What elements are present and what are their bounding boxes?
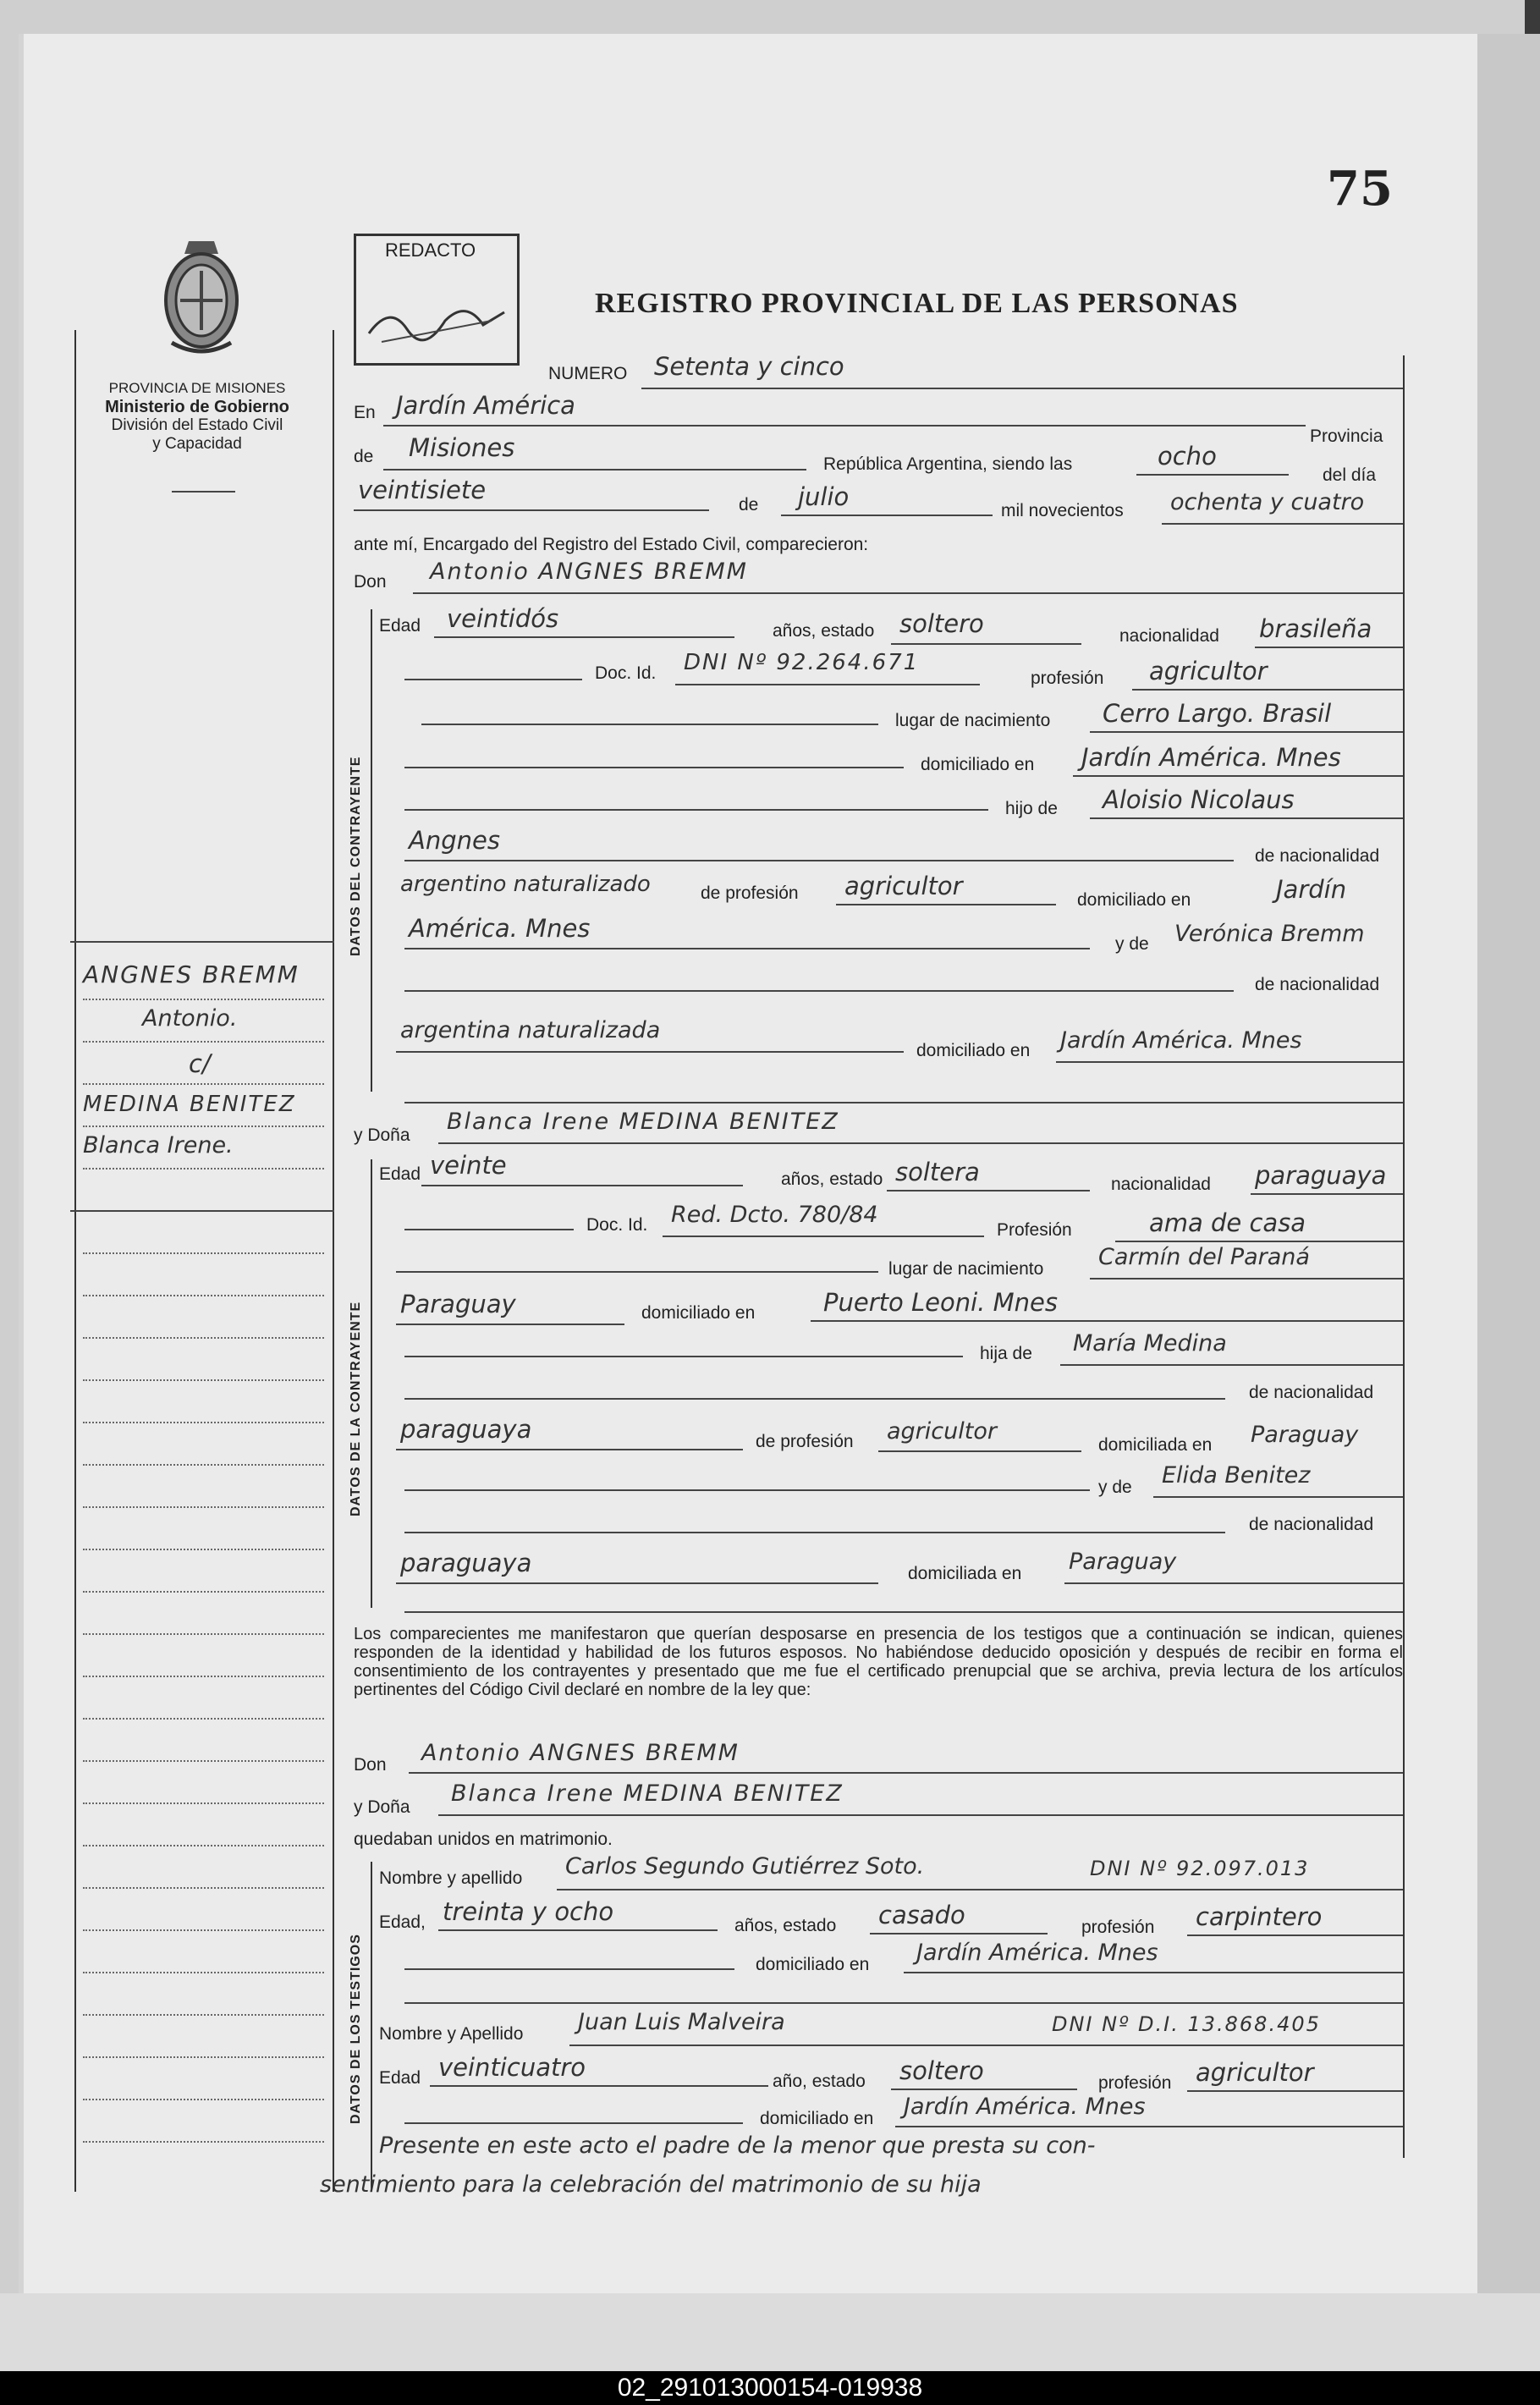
contrayente-side-label: DATOS DEL CONTRAYENTE bbox=[349, 756, 363, 956]
lugar-pre-line bbox=[421, 724, 878, 725]
madre3-dom-label: domiciliada en bbox=[908, 1564, 1022, 1583]
ministry-divider bbox=[172, 491, 235, 493]
en-label: En bbox=[354, 403, 376, 422]
contrayente-padre: Aloisio Nicolaus bbox=[1103, 785, 1295, 814]
margin-right-rule bbox=[333, 330, 334, 2192]
contrayente-end-line bbox=[404, 1102, 1403, 1103]
padre3-line bbox=[1060, 1364, 1403, 1366]
domicilio-line bbox=[1073, 775, 1403, 777]
declaration-paragraph: Los comparecientes me manifestaron que querían desposarse en presencia de los testigos que a continuación se indican, quienes responden de la identidad y habilidad de los futuros esposos. No habiéndose deducido oposición y después de recibir en forma el consentimiento de los contrayentes y presentado que me fue el certificado prenupcial que se archiva, previa lectura de los artículos pertinentes del Código Civil declaré en nombre de la ley que: bbox=[354, 1625, 1403, 1699]
t1-dom-label: domiciliado en bbox=[756, 1955, 870, 1974]
t1-nombre-line bbox=[557, 1889, 1403, 1890]
form-right-rule bbox=[1403, 355, 1405, 2158]
contrayenta-padre-prof: agricultor bbox=[887, 1418, 997, 1445]
page-top-edge bbox=[19, 0, 1525, 34]
nacionalidad-line bbox=[1255, 647, 1403, 648]
profesion-line bbox=[1132, 689, 1403, 691]
contrayente-bracket bbox=[371, 609, 372, 1092]
edad2-label: Edad bbox=[379, 1164, 421, 1184]
t2-prof-line bbox=[1187, 2090, 1403, 2092]
madre3-nac-pre-line bbox=[404, 1532, 1225, 1533]
hora-value: ocho bbox=[1158, 442, 1217, 471]
nacionalidad-label: nacionalidad bbox=[1119, 626, 1219, 646]
t2-estado-value: soltero bbox=[899, 2056, 984, 2085]
t2-nombre-label: Nombre y Apellido bbox=[379, 2024, 524, 2044]
page-right-edge bbox=[1472, 34, 1540, 2403]
margin-note-line5: Blanca Irene. bbox=[83, 1132, 234, 1158]
t1-edad-line bbox=[438, 1929, 718, 1931]
contrayente-padre2: Angnes bbox=[409, 826, 500, 855]
contrayenta-domicilio: Puerto Leoni. Mnes bbox=[823, 1288, 1058, 1317]
contrayenta-doc: Red. Dcto. 780/84 bbox=[671, 1202, 878, 1228]
t2-estado-line bbox=[891, 2089, 1077, 2090]
profesion-label: profesión bbox=[1031, 669, 1104, 688]
lugar-line bbox=[1090, 731, 1403, 733]
padre3-prof-label: de profesión bbox=[756, 1432, 854, 1451]
margin-bottom-rule bbox=[70, 1210, 334, 1212]
nacionalidad2-label: nacionalidad bbox=[1111, 1175, 1211, 1194]
contrayenta-nombre: Blanca Irene MEDINA BENITEZ bbox=[447, 1109, 839, 1135]
ante-label: ante mí, Encargado del Registro del Estado Civil, comparecieron: bbox=[354, 535, 869, 554]
page-number: 75 bbox=[1327, 161, 1393, 217]
de-line bbox=[383, 469, 806, 471]
numero-label: NUMERO bbox=[548, 364, 628, 383]
t1-prof-value: carpintero bbox=[1196, 1902, 1323, 1931]
madre3-dom-line bbox=[1064, 1582, 1403, 1584]
contrayente-edad: veintidós bbox=[447, 604, 559, 633]
contrayenta-madre: Elida Benitez bbox=[1162, 1462, 1311, 1489]
margin-left-rule bbox=[74, 330, 76, 2192]
contrayente-madre-nac: argentina naturalizada bbox=[400, 1017, 661, 1043]
t2-anios-label: año, estado bbox=[773, 2072, 866, 2091]
contrayenta-edad: veinte bbox=[430, 1151, 507, 1180]
y-de2-label: y de bbox=[1098, 1478, 1132, 1497]
contrayente-padre-dom2: América. Mnes bbox=[409, 914, 591, 943]
madre-dom-line bbox=[1056, 1061, 1403, 1063]
consent-note-line2: sentimiento para la celebración del matrimonio de su hija bbox=[320, 2171, 982, 2198]
t1-nombre-value: Carlos Segundo Gutiérrez Soto. bbox=[565, 1853, 925, 1879]
t1-prof-line bbox=[1187, 1934, 1403, 1936]
padre3-nac-label: de nacionalidad bbox=[1249, 1383, 1374, 1402]
contrayente-lugar: Cerro Largo. Brasil bbox=[1103, 699, 1332, 728]
lugar2-label: lugar de nacimiento bbox=[888, 1259, 1044, 1279]
doc2-line bbox=[663, 1236, 984, 1237]
contrayenta-side-label: DATOS DE LA CONTRAYENTE bbox=[349, 1301, 363, 1516]
contrayente-padre-nac: argentino naturalizado bbox=[400, 872, 651, 897]
del-dia-label: del día bbox=[1323, 465, 1377, 485]
estado2-line bbox=[887, 1190, 1090, 1191]
contrayente-padre-dom: Jardín bbox=[1276, 875, 1347, 904]
testigos-bracket bbox=[371, 1862, 372, 2192]
dia-line bbox=[354, 509, 709, 511]
contrayenta-estado: soltera bbox=[895, 1158, 980, 1186]
padre-dom2-line bbox=[404, 948, 1090, 949]
t1-prof-label: profesión bbox=[1081, 1918, 1155, 1937]
padre-profesion-label: de profesión bbox=[701, 883, 799, 903]
contrayenta-padre-dom: Paraguay bbox=[1251, 1422, 1359, 1448]
quedaban-text: quedaban unidos en matrimonio. bbox=[354, 1830, 613, 1849]
t1-edad-value: treinta y ocho bbox=[443, 1897, 614, 1926]
register-page bbox=[19, 34, 1477, 2293]
contrayente-nombre-line bbox=[413, 592, 1403, 594]
y-de2-pre-line bbox=[404, 1489, 1090, 1491]
contrayenta-lugar: Carmín del Paraná bbox=[1098, 1244, 1310, 1270]
doc2-label: Doc. Id. bbox=[586, 1215, 648, 1235]
en-value: Jardín América bbox=[396, 391, 575, 420]
t2-prof-value: agricultor bbox=[1196, 2058, 1314, 2087]
doc-label: Doc. Id. bbox=[595, 663, 657, 683]
en-line bbox=[383, 425, 1306, 427]
t2-dom-label: domiciliado en bbox=[760, 2109, 874, 2128]
profesion2-line bbox=[1115, 1241, 1403, 1242]
ministry-block bbox=[45, 379, 349, 454]
page-bottom-edge bbox=[0, 2293, 1540, 2371]
dia-value: veintisiete bbox=[358, 476, 487, 504]
ministry-capacity: y Capacidad bbox=[152, 435, 242, 453]
margin-note-line3: c/ bbox=[189, 1049, 211, 1078]
provincia-label: Provincia bbox=[1310, 427, 1383, 446]
contrayenta-madre-nac: paraguaya bbox=[400, 1549, 532, 1577]
edad2-line bbox=[421, 1185, 743, 1186]
scan-reference-caption: 02_291013000154-019938 bbox=[0, 2371, 1540, 2405]
contrayenta-nombre-line bbox=[438, 1142, 1403, 1144]
contrayente-domicilio: Jardín América. Mnes bbox=[1081, 743, 1341, 772]
ministry-province: PROVINCIA DE MISIONES bbox=[108, 380, 286, 396]
t1-anios-label: años, estado bbox=[734, 1916, 837, 1935]
t1-dni-value: DNI Nº 92.097.013 bbox=[1090, 1857, 1310, 1880]
lugar3-line bbox=[396, 1324, 624, 1325]
contrayenta-lugar2: Paraguay bbox=[400, 1290, 516, 1318]
doc-pre-line bbox=[404, 679, 582, 680]
edad-label: Edad bbox=[379, 616, 421, 636]
margin-top-rule bbox=[70, 941, 334, 943]
ministry-name: Ministerio de Gobierno bbox=[105, 398, 289, 416]
margin-note-line2: Antonio. bbox=[142, 1005, 238, 1032]
decl-dona-label: y Doña bbox=[354, 1797, 410, 1817]
de-value: Misiones bbox=[409, 433, 515, 462]
padre3-nac-line bbox=[396, 1449, 743, 1450]
t1-estado-line bbox=[870, 1933, 1048, 1934]
t1-dom-value: Jardín América. Mnes bbox=[916, 1940, 1158, 1966]
initials-signature-icon bbox=[365, 295, 509, 346]
madre3-nac-label: de nacionalidad bbox=[1249, 1515, 1374, 1534]
domicilio2-label: domiciliado en bbox=[641, 1303, 756, 1323]
contrayenta-bracket bbox=[371, 1159, 372, 1608]
contrayente-padre-prof: agricultor bbox=[844, 872, 963, 900]
decl-don-line bbox=[409, 1772, 1403, 1774]
t1-end-line bbox=[404, 2002, 1403, 2004]
t1-edad-label: Edad, bbox=[379, 1912, 426, 1932]
profesion2-label: Profesión bbox=[997, 1220, 1072, 1240]
padre-prof-line bbox=[836, 904, 1056, 905]
mes-value: julio bbox=[798, 482, 850, 511]
madre-pre-line bbox=[404, 990, 1234, 992]
padre3-nac-pre-line bbox=[404, 1398, 1225, 1400]
decl-don-value: Antonio ANGNES BREMM bbox=[421, 1740, 740, 1766]
t2-dom-pre-line bbox=[404, 2122, 743, 2124]
de2-label: de bbox=[739, 495, 759, 515]
padre-line bbox=[1090, 817, 1403, 819]
lugar-label: lugar de nacimiento bbox=[895, 711, 1051, 730]
anio-line bbox=[1162, 523, 1403, 525]
padre2-line bbox=[404, 860, 1234, 861]
contrayente-madre: Verónica Bremm bbox=[1174, 921, 1365, 947]
t2-edad-line bbox=[430, 2085, 768, 2087]
t1-dom-pre-line bbox=[404, 1968, 734, 1970]
redacto-stamp-box bbox=[354, 234, 520, 366]
contrayente-profesion: agricultor bbox=[1149, 657, 1268, 685]
madre-dom-label: domiciliado en bbox=[916, 1041, 1031, 1060]
decl-dona-line bbox=[438, 1814, 1403, 1816]
decl-don-label: Don bbox=[354, 1755, 387, 1775]
mil-novecientos-label: mil novecientos bbox=[1001, 501, 1124, 520]
t1-dom-line bbox=[904, 1972, 1403, 1973]
numero-line bbox=[641, 388, 1403, 389]
hijo-pre-line bbox=[404, 809, 988, 811]
t1-estado-value: casado bbox=[878, 1901, 965, 1929]
domicilio-pre-line bbox=[404, 767, 904, 768]
don-label: Don bbox=[354, 572, 387, 592]
hora-line bbox=[1136, 474, 1289, 476]
margin-note-line4: MEDINA BENITEZ bbox=[83, 1092, 296, 1117]
doc-line bbox=[675, 684, 980, 685]
y-de-label: y de bbox=[1115, 934, 1149, 954]
dona-label: y Doña bbox=[354, 1125, 410, 1145]
t2-dom-value: Jardín América. Mnes bbox=[904, 2094, 1146, 2120]
contrayente-nacionalidad: brasileña bbox=[1259, 614, 1372, 643]
testigos-side-label: DATOS DE LOS TESTIGOS bbox=[349, 1934, 363, 2124]
hija-pre-line bbox=[404, 1356, 963, 1357]
anios-estado2-label: años, estado bbox=[781, 1169, 883, 1189]
book-binding bbox=[0, 0, 19, 2405]
contrayenta-padre-nac: paraguaya bbox=[400, 1415, 532, 1444]
padre3-dom-label: domiciliada en bbox=[1098, 1435, 1213, 1455]
t2-nombre-line bbox=[569, 2045, 1403, 2046]
t2-nombre-value: Juan Luis Malveira bbox=[578, 2009, 785, 2035]
madre3-line bbox=[1153, 1496, 1403, 1498]
ministry-division: División del Estado Civil bbox=[111, 416, 283, 434]
contrayenta-madre-dom: Paraguay bbox=[1069, 1549, 1177, 1575]
decl-dona-value: Blanca Irene MEDINA BENITEZ bbox=[451, 1780, 844, 1807]
consent-note-line1: Presente en este acto el padre de la menor que presta su con- bbox=[379, 2133, 1096, 2159]
t1-nombre-label: Nombre y apellido bbox=[379, 1868, 523, 1888]
hijo-label: hijo de bbox=[1005, 799, 1058, 818]
contrayente-madre-dom: Jardín América. Mnes bbox=[1060, 1027, 1302, 1054]
margin-note-line1: ANGNES BREMM bbox=[83, 960, 300, 988]
padre-dom-label: domiciliado en bbox=[1077, 890, 1191, 910]
lugar2-line bbox=[1090, 1278, 1403, 1280]
t2-edad-label: Edad bbox=[379, 2068, 421, 2088]
domicilio-label: domiciliado en bbox=[921, 755, 1035, 774]
madre3-nac-line bbox=[396, 1582, 878, 1584]
registry-title: REGISTRO PROVINCIAL DE LAS PERSONAS bbox=[595, 288, 1239, 319]
contrayenta-nacionalidad: paraguaya bbox=[1255, 1161, 1387, 1190]
contrayenta-padre: María Medina bbox=[1073, 1330, 1227, 1357]
t2-dom-line bbox=[895, 2126, 1403, 2127]
contrayente-doc: DNI Nº 92.264.671 bbox=[684, 650, 920, 675]
contrayenta-end-line bbox=[404, 1611, 1403, 1613]
padre3-prof-line bbox=[878, 1450, 1081, 1452]
mes-line bbox=[781, 515, 993, 516]
t2-prof-label: profesión bbox=[1098, 2073, 1172, 2093]
t2-edad-value: veinticuatro bbox=[438, 2053, 586, 2082]
anios-estado-label: años, estado bbox=[773, 621, 875, 641]
padre-nac-label: de nacionalidad bbox=[1255, 846, 1380, 866]
numero-value: Setenta y cinco bbox=[654, 352, 844, 381]
hija-label: hija de bbox=[980, 1344, 1032, 1363]
nacionalidad2-line bbox=[1251, 1193, 1403, 1195]
republica-label: República Argentina, siendo las bbox=[823, 454, 1073, 474]
domicilio2-line bbox=[811, 1320, 1403, 1322]
madre-nac-line bbox=[396, 1051, 904, 1053]
lugar2-pre-line bbox=[396, 1271, 878, 1273]
estado-line bbox=[891, 643, 1081, 645]
redacto-label: REDACTO bbox=[385, 239, 476, 261]
madre-nac-label: de nacionalidad bbox=[1255, 975, 1380, 994]
provincial-coat-of-arms-icon bbox=[155, 233, 248, 360]
t2-dni-value: DNI Nº D.I. 13.868.405 bbox=[1052, 2012, 1321, 2036]
edad-line bbox=[434, 636, 734, 638]
contrayente-estado: soltero bbox=[899, 609, 984, 638]
de-label: de bbox=[354, 447, 374, 466]
contrayenta-profesion: ama de casa bbox=[1149, 1208, 1306, 1237]
anio-value: ochenta y cuatro bbox=[1170, 489, 1365, 515]
contrayente-nombre: Antonio ANGNES BREMM bbox=[430, 559, 748, 585]
doc2-pre-line bbox=[404, 1229, 574, 1230]
